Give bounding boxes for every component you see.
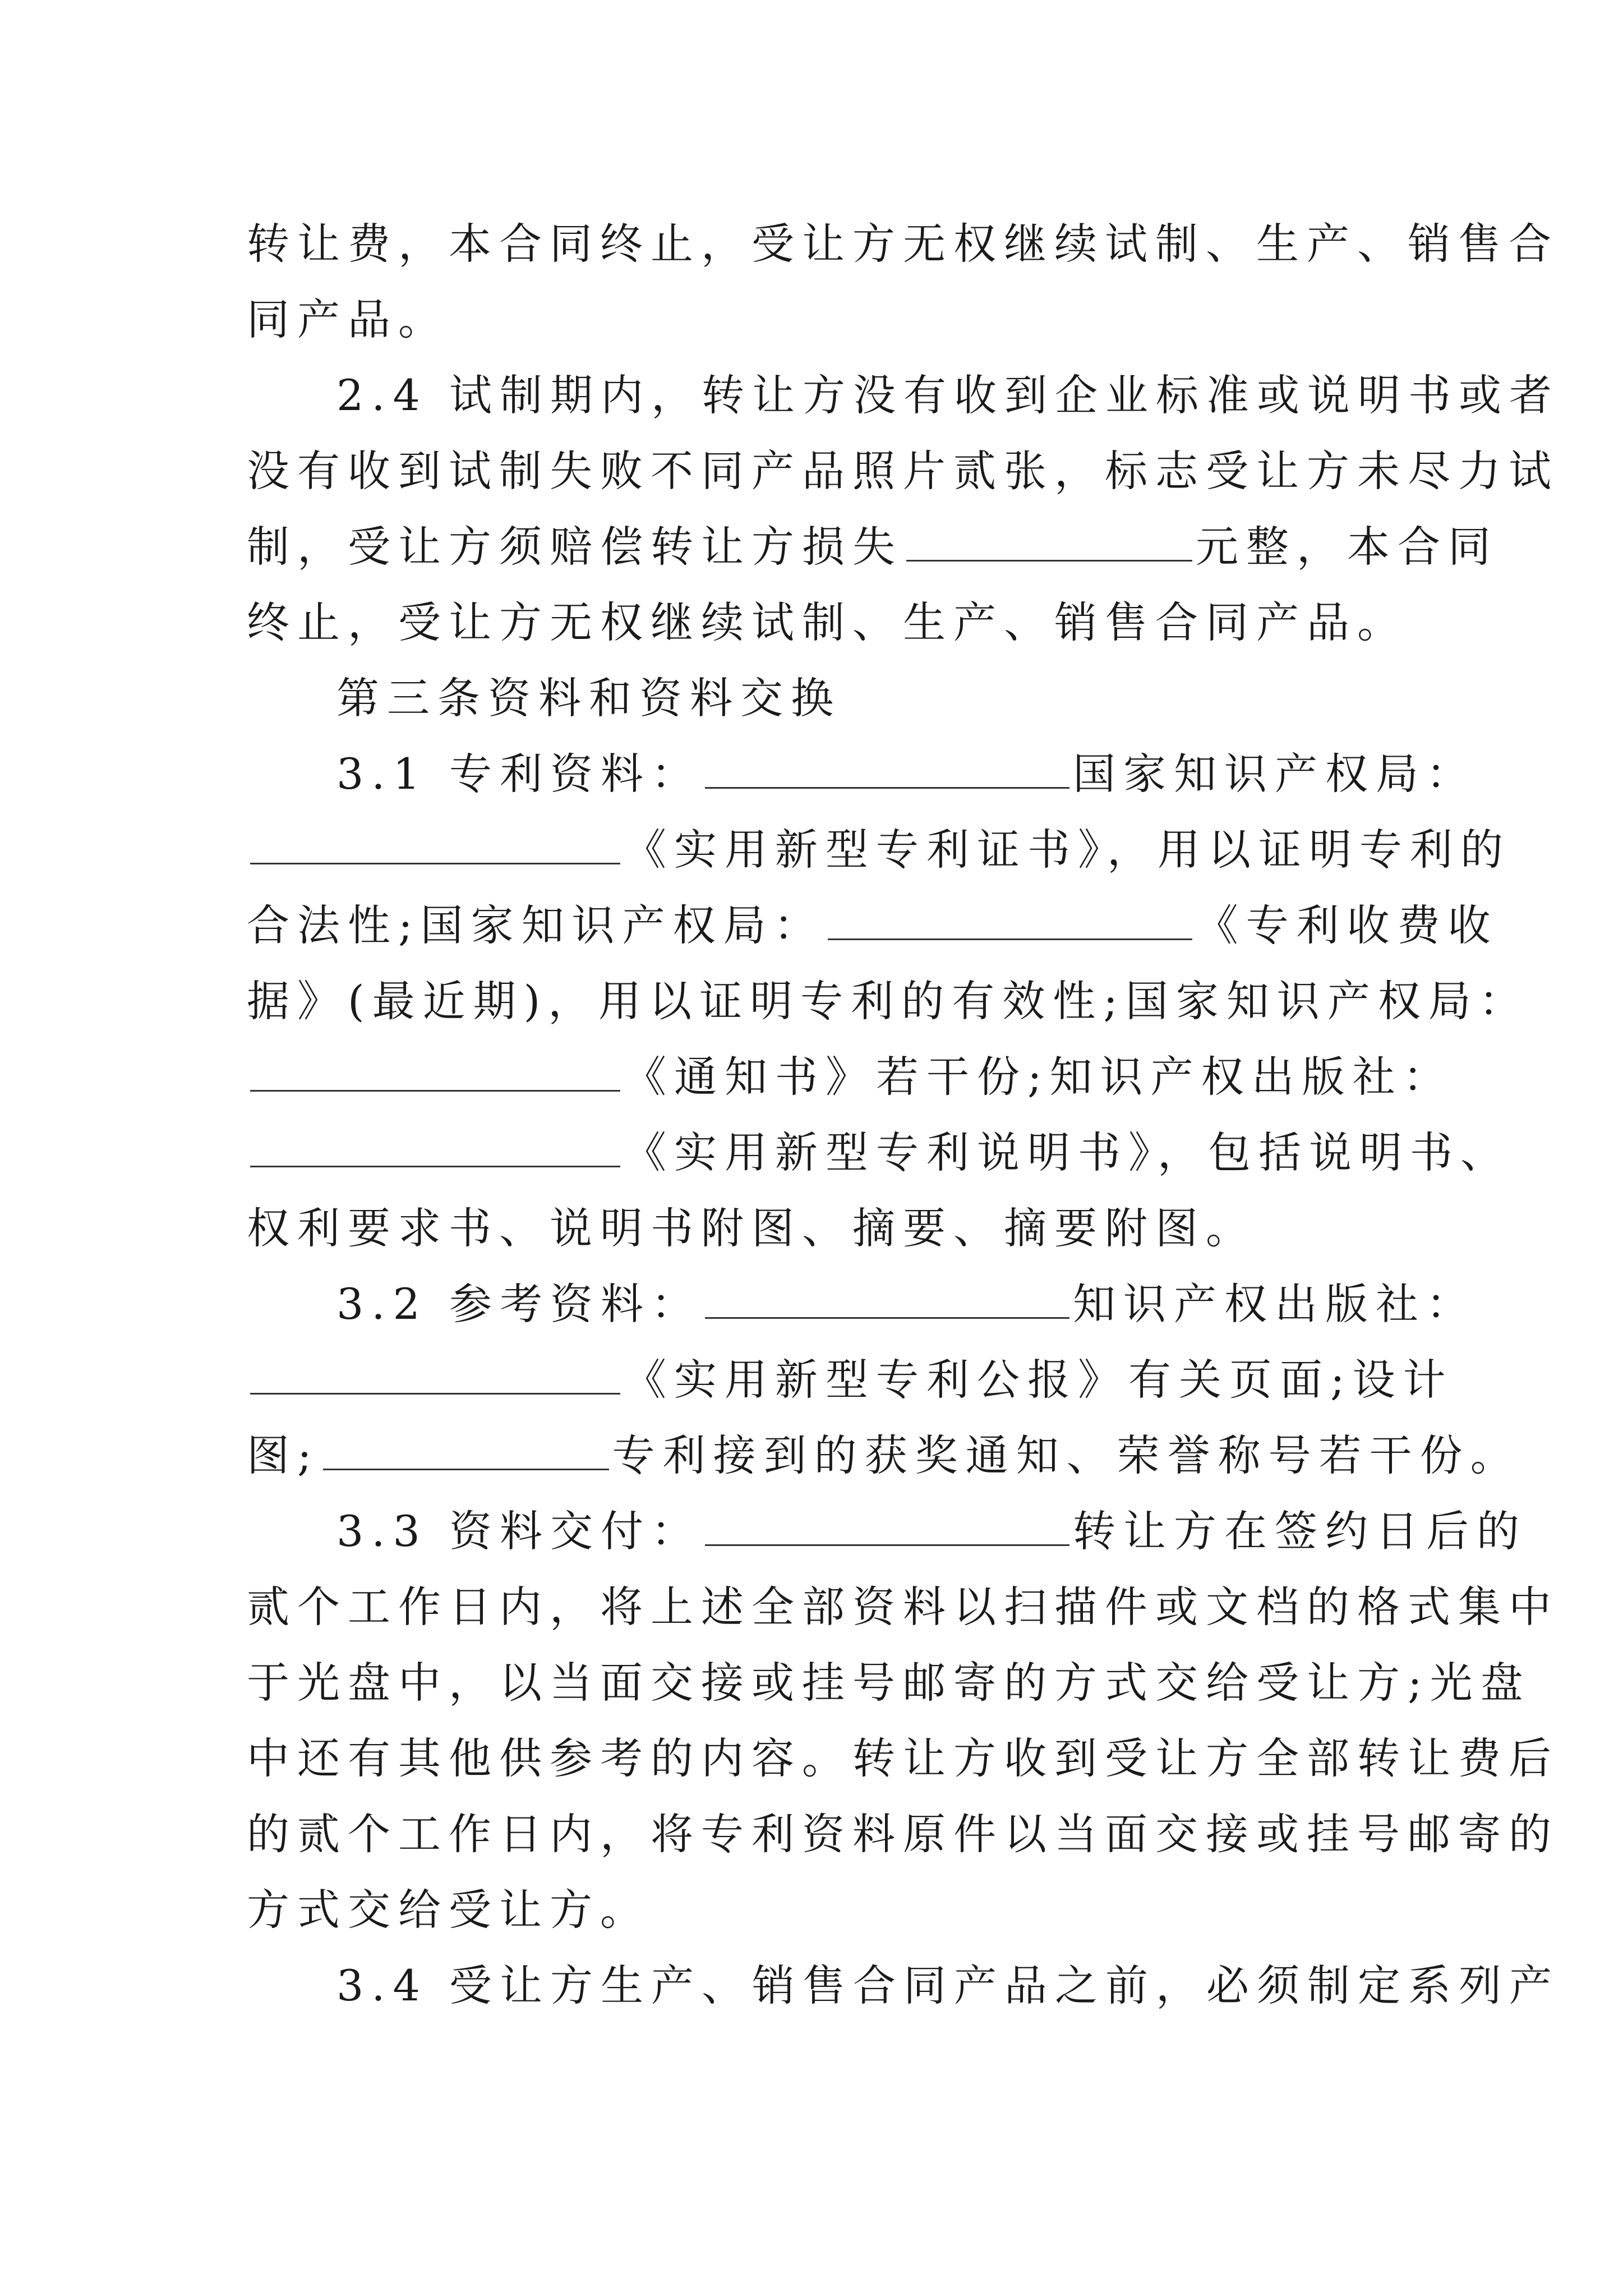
line-text: 合法性;国家知识产权局：: [247, 900, 824, 950]
paragraph-line: [247, 1731, 1559, 1787]
paragraph-line: [247, 1882, 1391, 1938]
line-text: 元整，本合同: [1196, 522, 1498, 572]
paragraph-line: [247, 1428, 1521, 1484]
line-text: 转让费，本合同终止，受让方无权继续试制、生产、销售合: [247, 219, 1559, 269]
line-text: 中还有其他供参考的内容。转让方收到受让方全部转让费后: [247, 1733, 1559, 1783]
fill-blank[interactable]: [250, 823, 620, 864]
fill-blank[interactable]: [250, 1354, 620, 1395]
clause-2-4: [336, 367, 1560, 424]
line-text: 同产品。: [247, 295, 449, 344]
line-text: 《通知书》若干份;知识产权出版社：: [624, 1052, 1454, 1102]
line-text: 《实用新型专利公报》有关页面;设计: [624, 1355, 1454, 1405]
paragraph-line: [247, 216, 1559, 272]
clause-3-1: [336, 746, 1477, 802]
paragraph-line: [247, 519, 1498, 575]
paragraph-line: [247, 1200, 1391, 1257]
line-text: 2.4 试制期内，转让方没有收到企业标准或说明书或者: [336, 370, 1560, 420]
paragraph-line: [247, 1806, 1559, 1862]
clause-3-3: [336, 1503, 1528, 1559]
paragraph-line: [247, 822, 1511, 878]
fill-blank[interactable]: [705, 1278, 1069, 1319]
line-text: 国家知识产权局：: [1073, 749, 1477, 799]
line-text: 终止，受让方无权继续试制、生产、销售合同产品。: [247, 597, 1408, 647]
fill-blank[interactable]: [705, 1505, 1069, 1546]
clause-3-4: [336, 1958, 1560, 2014]
line-text: 3.4 受让方生产、销售合同产品之前，必须制定系列产: [336, 1961, 1560, 2010]
line-text: 制，受让方须赔偿转让方损失: [247, 522, 903, 572]
line-text: 《实用新型专利证书》，用以证明专利的: [624, 825, 1511, 875]
paragraph-line: [247, 292, 1391, 348]
line-text: 《实用新型专利说明书》，包括说明书、: [624, 1128, 1511, 1177]
section-heading: 第三条资料和资料交换: [336, 673, 841, 723]
paragraph-line: [247, 1655, 1531, 1711]
fill-blank[interactable]: [250, 1126, 620, 1167]
line-text: 权利要求书、说明书附图、摘要、摘要附图。: [247, 1203, 1256, 1253]
fill-blank[interactable]: [705, 748, 1069, 789]
line-text: 没有收到试制失败不同产品照片贰张，标志受让方未尽力试: [247, 446, 1559, 496]
paragraph-line: [247, 1125, 1511, 1181]
line-text: 3.1 专利资料：: [336, 749, 702, 799]
line-text: 3.3 资料交付：: [336, 1506, 702, 1556]
fill-blank[interactable]: [250, 1051, 620, 1092]
line-text: 方式交给受让方。: [247, 1885, 651, 1935]
fill-blank[interactable]: [828, 899, 1192, 940]
paragraph-line: [247, 973, 1529, 1029]
line-text: 3.2 参考资料：: [336, 1279, 702, 1329]
fill-blank-loss-amount[interactable]: [906, 521, 1192, 562]
clause-3-2: [336, 1276, 1477, 1332]
line-text: 专利接到的获奖通知、荣誉称号若干份。: [612, 1430, 1521, 1480]
line-text: 的贰个工作日内，将专利资料原件以当面交接或挂号邮寄的: [247, 1809, 1559, 1859]
paragraph-line: [247, 595, 1408, 651]
line-text: 于光盘中，以当面交接或挂号邮寄的方式交给受让方;光盘: [247, 1658, 1531, 1708]
line-text: 转让方在签约日后的: [1073, 1506, 1528, 1556]
line-text: 知识产权出版社：: [1073, 1279, 1477, 1329]
paragraph-line: [247, 1049, 1454, 1105]
paragraph-line: [247, 1579, 1559, 1635]
fill-blank[interactable]: [323, 1429, 609, 1470]
line-text: 贰个工作日内，将上述全部资料以扫描件或文档的格式集中: [247, 1582, 1559, 1632]
line-text: 图;: [247, 1430, 320, 1480]
paragraph-line: [247, 1352, 1454, 1408]
article-3-heading: [336, 670, 1391, 726]
line-text: 据》(最近期)，用以证明专利的有效性;国家知识产权局：: [247, 976, 1529, 1026]
paragraph-line: [247, 898, 1498, 954]
line-text: 《专利收费收: [1195, 900, 1498, 950]
paragraph-line: [247, 443, 1559, 499]
